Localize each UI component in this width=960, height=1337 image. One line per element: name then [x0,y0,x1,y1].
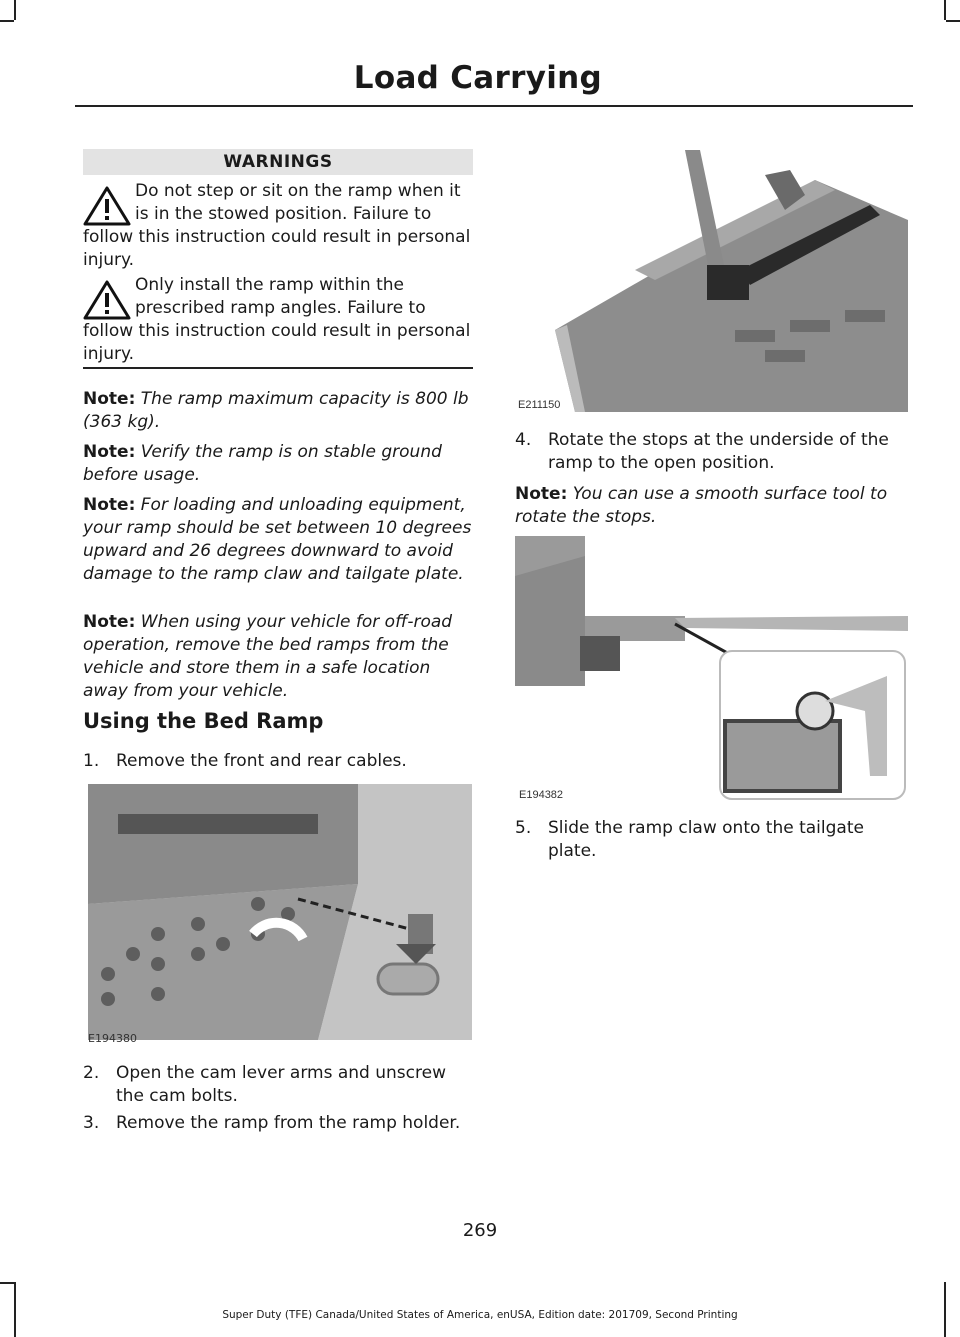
step-text: Rotate the stops at the underside of the ramp to the open position. [548,430,889,473]
note-label: Note: [83,495,136,515]
step-text: Remove the front and rear cables. [116,751,407,771]
page-title: Load Carrying [353,60,602,96]
step-text: Slide the ramp claw onto the tailgate plate. [548,818,864,861]
note [515,483,910,529]
step-number: 2. [83,1063,100,1083]
crop-mark [14,0,16,20]
warning-triangle-icon [83,186,131,226]
warnings-rule [83,367,473,369]
figure-ramp-claw [515,536,908,800]
warning-text: Do not step or sit on the ramp when it is in the stowed position. Failure to follow this instruction could result in personal injury. [83,181,471,270]
step-item [83,1062,478,1108]
figure-cable-removal [88,784,472,1040]
crop-mark [0,20,14,22]
note-text: The ramp maximum capacity is 800 lb (363 kg). [83,389,469,432]
note [83,611,478,703]
step-number: 3. [83,1113,100,1133]
crop-mark [944,0,946,20]
figure-code: E194380 [88,1032,137,1045]
note-text: Verify the ramp is on stable ground before usage. [83,442,442,485]
step-item [83,750,478,773]
step-item [515,817,910,863]
illustration-bed-rail [88,784,472,1040]
crop-mark [946,20,960,22]
warning-item [83,180,473,272]
figure-ramp-stops [515,150,908,412]
note [83,441,478,487]
note-label: Note: [83,612,136,632]
note [83,494,478,586]
note-label: Note: [515,484,568,504]
page-number: 269 [462,1220,498,1241]
crop-mark [0,1282,14,1284]
step-number: 1. [83,751,100,771]
warning-item [83,274,473,366]
warning-text: Only install the ramp within the prescribed ramp angles. Failure to follow this instruction could result in personal injury. [83,275,471,364]
step-item [83,1112,478,1135]
footer-text: Super Duty (TFE) Canada/United States of America, enUSA, Edition date: 201709, Second Printing [222,1309,738,1321]
header-rule [75,105,913,107]
section-title: Using the Bed Ramp [83,709,324,733]
warnings-heading: WARNINGS [83,149,473,175]
figure-code: E211150 [518,399,561,411]
illustration-ramp-tool [515,150,908,412]
step-text: Remove the ramp from the ramp holder. [116,1113,461,1133]
step-text: Open the cam lever arms and unscrew the cam bolts. [116,1063,446,1106]
note-label: Note: [83,442,136,462]
step-number: 4. [515,430,532,450]
illustration-ramp-claw [515,536,908,800]
note-text: For loading and unloading equipment, your ramp should be set between 10 degrees upward and 26 degrees downward to avoid damage to the ramp claw and tailgate plate. [83,495,472,584]
step-number: 5. [515,818,532,838]
note-text: You can use a smooth surface tool to rotate the stops. [515,484,888,527]
step-item [515,429,910,475]
figure-code: E194382 [519,789,564,800]
note [83,388,478,434]
warning-triangle-icon [83,280,131,320]
note-text: When using your vehicle for off-road operation, remove the bed ramps from the vehicle and store them in a safe location away from your vehicle. [83,612,453,701]
note-label: Note: [83,389,136,409]
